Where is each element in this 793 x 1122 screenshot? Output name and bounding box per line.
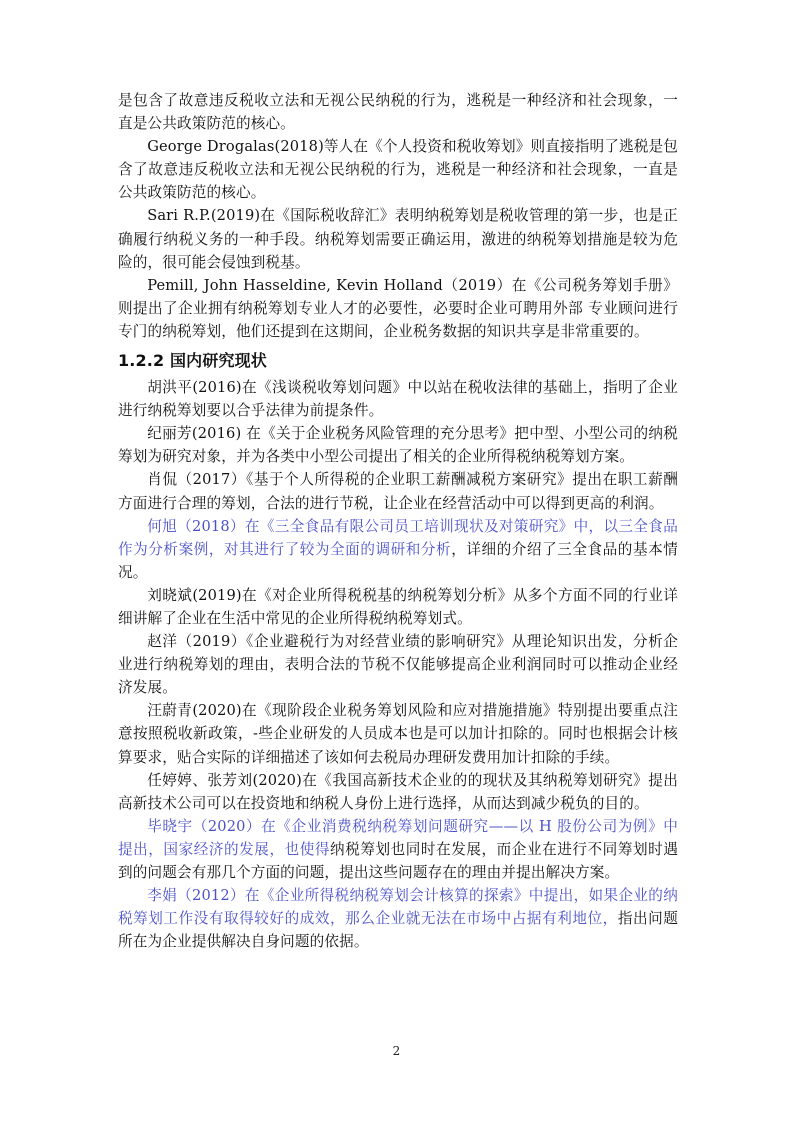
paragraph-text: 是包含了故意违反税收立法和无视公民纳税的行为，逃税是一种经济和社会现象，一直是公共政策防范的核心。 — [118, 92, 678, 133]
paragraph-text: 胡洪平(2016)在《浅谈税收筹划问题》中以站在税收法律的基础上，指明了企业进行纳税筹划要以合乎法律为前提条件。 — [118, 379, 678, 420]
paragraph — [118, 884, 678, 953]
paragraph-text: 肖侃（2017）《基于个人所得税的企业职工薪酬减税方案研究》提出在职工薪酬方面进行合理的筹划，合法的进行节税，让企业在经营活动中可以得到更高的利润。 — [118, 471, 678, 512]
paragraph-text: Sari R.P.(2019)在《国际税收辞汇》表明纳税筹划是税收管理的第一步，也是正确履行纳税义务的一种手段。纳税筹划需要正确运用，激进的纳税筹划措施是较为危险的，很可能会侵蚀到税基。 — [118, 207, 678, 271]
paragraph-text: 赵洋（2019）《企业避税行为对经营业绩的影响研究》从理论知识出发，分析企业进行纳税筹划的理由，表明合法的节税不仅能够提高企业利润同时可以推动企业经济发展。 — [118, 633, 678, 697]
paragraph — [118, 422, 678, 468]
paragraph — [118, 376, 678, 422]
paragraph-text: 纳税筹划也同时在发展，而企业在进行不同筹划时遇到的问题会有那几个方面的问题，提出这些问题存在的理由并提出解决方案。 — [118, 840, 678, 881]
highlighted-text: 李娟（2012）在《企业所得税纳税筹划会计核算的探索》中提出，如果企业的纳税筹划工作没有取得较好的成效，那么企业就无法在市场中占据有利地位， — [118, 887, 678, 928]
paragraph-text: George Drogalas(2018)等人在《个人投资和税收筹划》则直接指明了逃税是包含了故意违反税收立法和无视公民纳税的行为，逃税是一种经济和社会现象，一直是公共政策防范的核心。 — [118, 138, 678, 202]
paragraph — [118, 89, 678, 135]
paragraph — [118, 204, 678, 273]
paragraph — [118, 630, 678, 699]
paragraph — [118, 515, 678, 584]
paragraph-text: 任婷婷、张芳刘(2020)在《我国高新技术企业的的现状及其纳税筹划研究》提出高新技术公司可以在投资地和纳税人身份上进行选择，从而达到减少税负的目的。 — [118, 771, 678, 812]
paragraph-text: 刘晓斌(2019)在《对企业所得税税基的纳税筹划分析》从多个方面不同的行业详细讲解了企业在生活中常见的企业所得税纳税筹划式。 — [118, 586, 678, 627]
paragraph — [118, 584, 678, 630]
page-number: 2 — [392, 1044, 401, 1058]
foreign-research-section — [118, 89, 678, 343]
highlighted-text: 何旭（2018）在《三全食品有限公司员工培训现状及对策研究》中，以三全食品作为分析案例，对其进行了较为全面的调研和分析 — [118, 517, 678, 558]
highlighted-text: 毕晓宇（2020）在《企业消费税纳税筹划问题研究——以 H 股份公司为例》中提出，国家经济的发展，也使得 — [118, 817, 678, 858]
section-heading: 1.2.2 国内研究现状 — [118, 351, 267, 371]
paragraph-text: 纪丽芳(2016) 在《关于企业税务风险管理的充分思考》把中型、小型公司的纳税筹划为研究对象，并为各类中小型公司提出了相关的企业所得税纳税筹划方案。 — [118, 425, 678, 466]
paragraph-text: 汪蔚青(2020)在《现阶段企业税务筹划风险和应对措施措施》特别提出要重点注意按照税收新政策，-些企业研发的人员成本也是可以加计扣除的。同时也根据会计核算要求，贴合实际的详细描述了该如何去税局办理研发费用加计扣除的手续。 — [118, 702, 678, 766]
domestic-research-section — [118, 376, 678, 953]
paragraph — [118, 699, 678, 768]
document-body — [118, 89, 678, 953]
paragraph — [118, 769, 678, 815]
paragraph-text: ，详细的介绍了三全食品的基本情况。 — [118, 540, 678, 581]
paragraph — [118, 274, 678, 343]
paragraph-text: 指出问题所在为企业提供解决自身问题的依据。 — [118, 910, 678, 951]
paragraph — [118, 135, 678, 204]
paragraph-text: Pemill, John Hasseldine, Kevin Holland（2019）在《公司税务筹划手册》则提出了企业拥有纳税筹划专业人才的必要性，必要时企业可聘用外部 专业顾问进行专门的纳税筹划，他们还提到在这期间，企业税务数据的知识共享是非常重要的。 — [118, 276, 678, 340]
paragraph — [118, 468, 678, 514]
paragraph — [118, 815, 678, 884]
